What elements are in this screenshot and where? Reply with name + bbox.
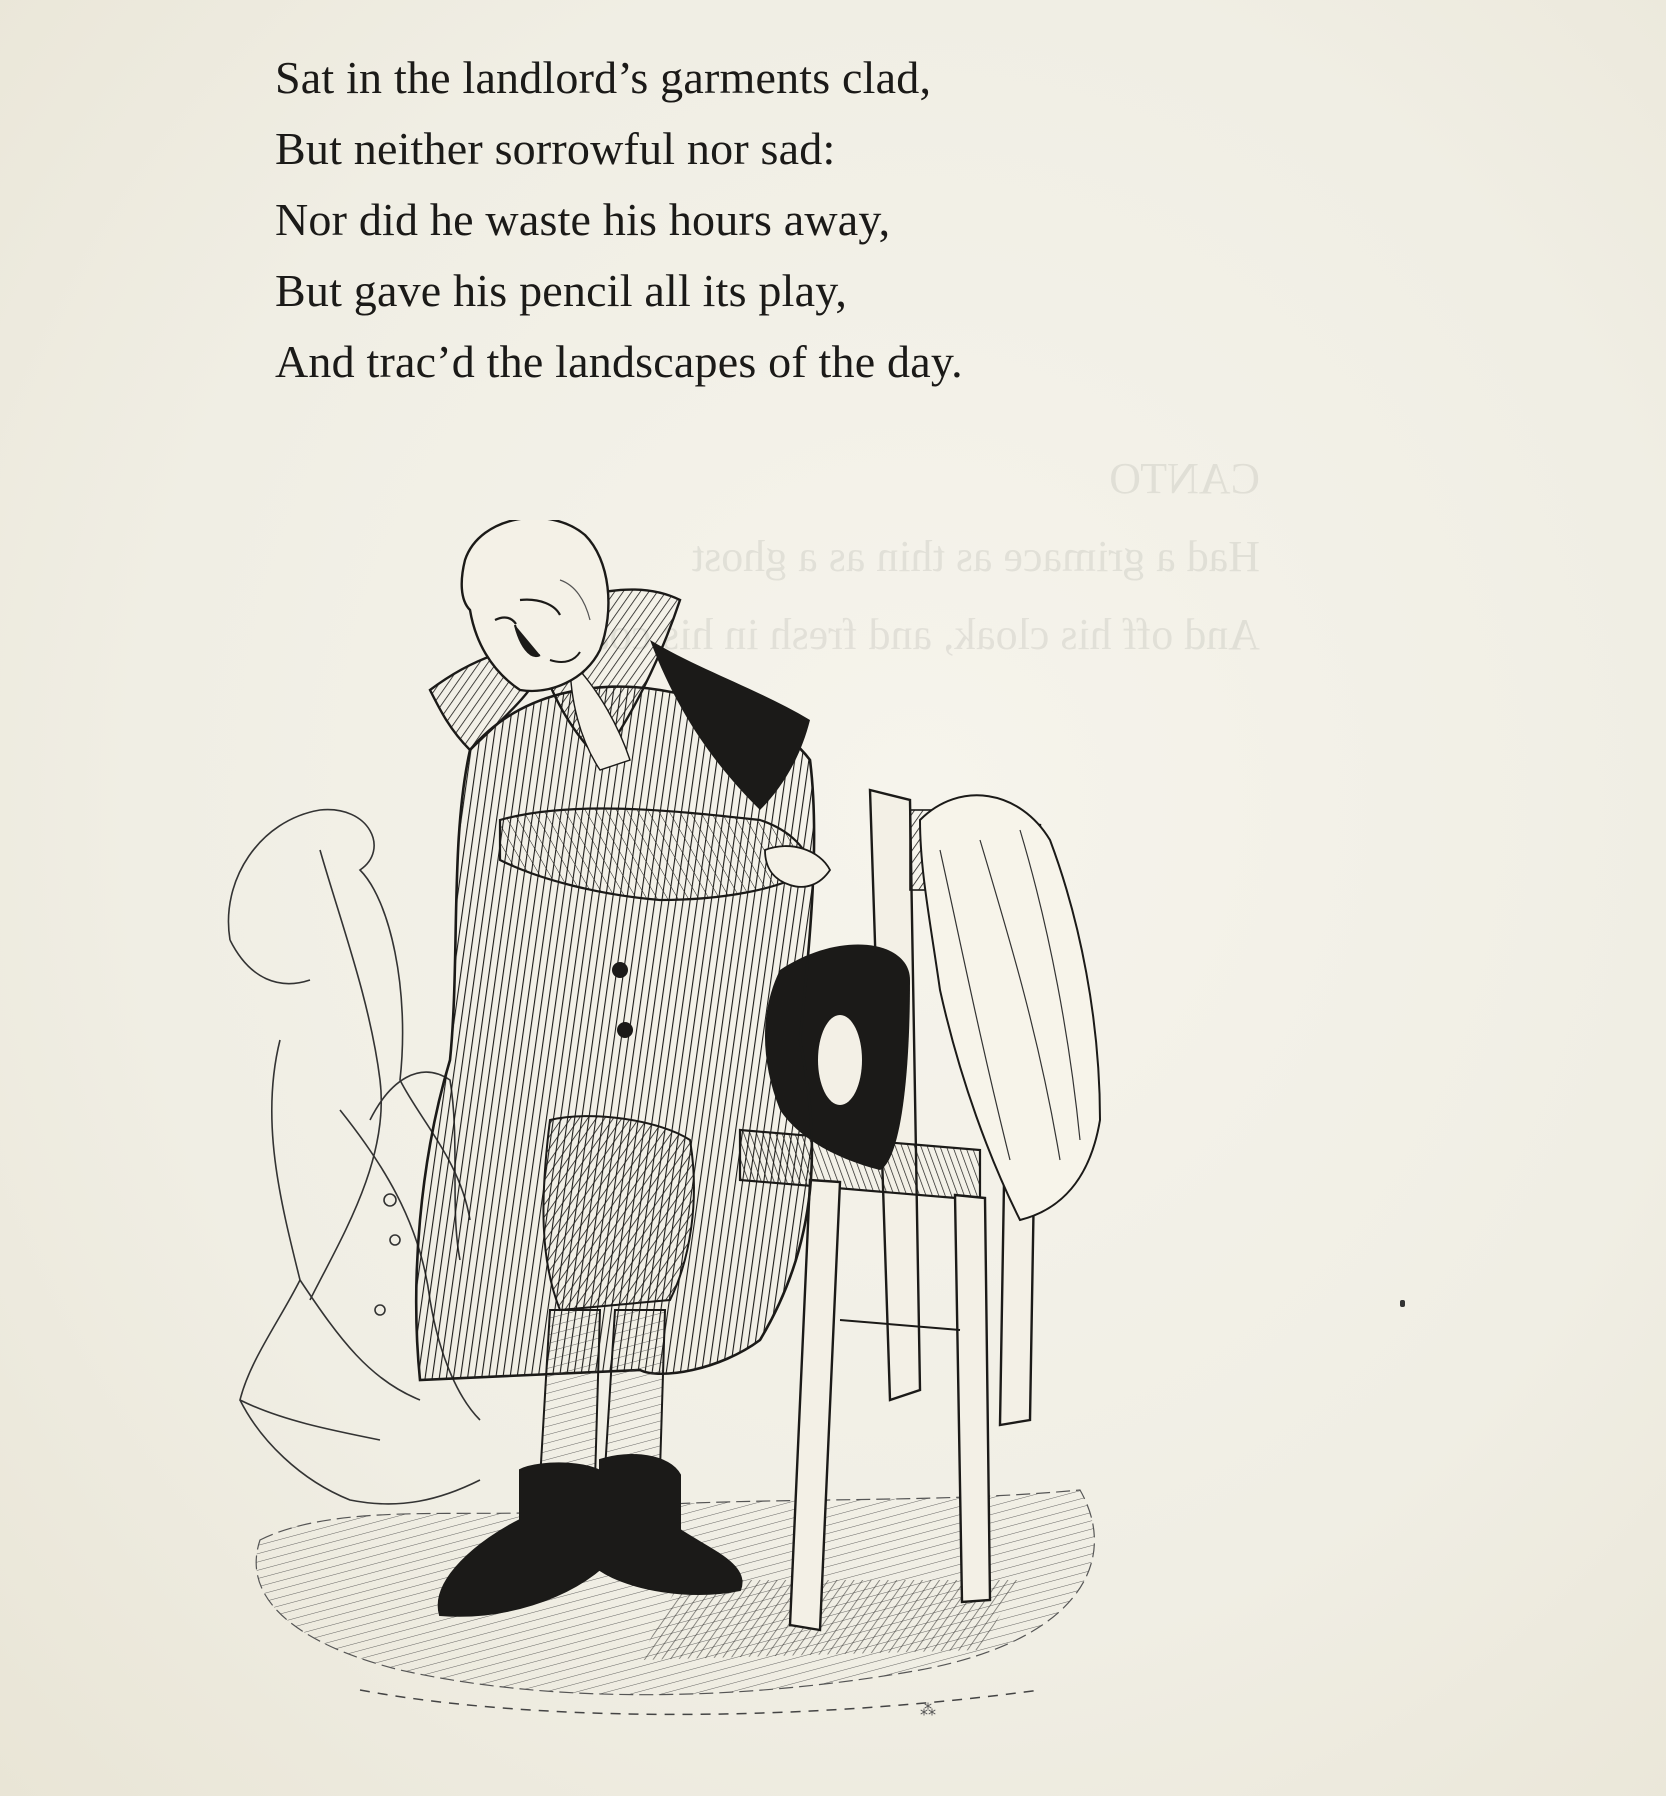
standing-man [416, 520, 830, 1616]
verse-stanza [275, 42, 1375, 397]
verse-line-5: And trac’d the landscapes of the day. [275, 336, 963, 387]
engraving-illustration [220, 520, 1280, 1750]
engraver-mark: ⁂ [920, 1702, 936, 1719]
verse-line-3: Nor did he waste his hours away, [275, 194, 891, 245]
verse-line-4: But gave his pencil all its play, [275, 265, 848, 316]
verse-line-2: But neither sorrowful nor sad: [275, 123, 836, 174]
stray-ink-mark [1400, 1300, 1405, 1307]
verse-line-1: Sat in the landlord’s garments clad, [275, 52, 932, 103]
show-through-text: CANTO Had a grimace as thin as a ghost And off his cloak, and fresh in his [662, 454, 1260, 659]
